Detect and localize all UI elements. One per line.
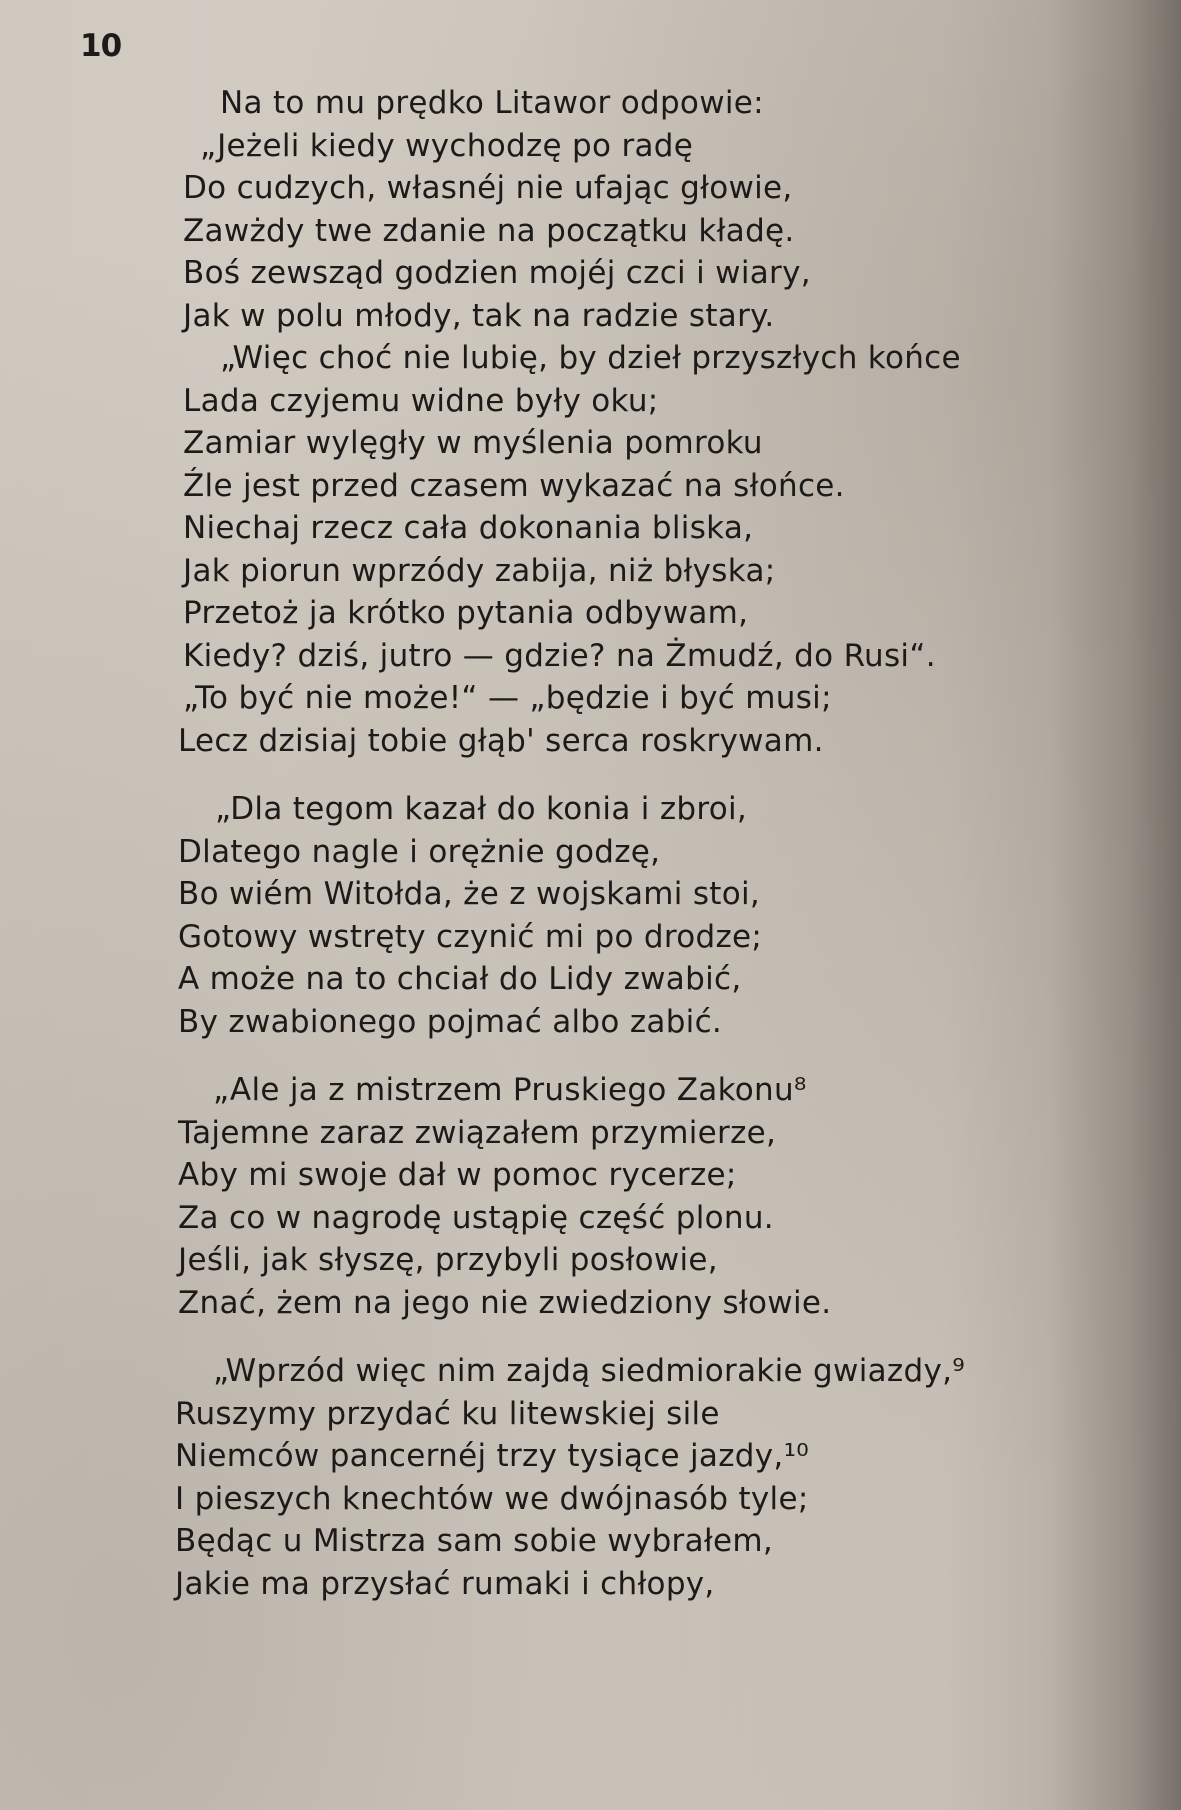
poem-line: Ruszymy przydać ku litewskiej sile	[175, 1395, 720, 1432]
poem-line: Lecz dzisiaj tobie głąb' serca roskrywam.	[178, 722, 824, 759]
poem-line: Przetoż ja krótko pytania odbywam,	[183, 595, 749, 631]
poem-line: Jakie ma przysłać rumaki i chłopy,	[175, 1565, 715, 1602]
poem-line: Do cudzych, własnéj nie ufając głowie,	[183, 170, 793, 206]
poem-line: „Dla tegom kazał do konia i zbroi,	[215, 791, 748, 827]
poem-line: Jak piorun wprzódy zabija, niż błyska;	[183, 552, 776, 589]
poem-line: Jak w polu młody, tak na radzie stary.	[183, 297, 775, 334]
poem-text	[0, 82, 1080, 1605]
poem-line: Jeśli, jak słyszę, przybyli posłowie,	[178, 1242, 718, 1278]
poem-line: Lada czyjemu widne były oku;	[183, 382, 659, 419]
poem-line: „To być nie może!“ — „będzie i być musi;	[183, 680, 832, 716]
poem-line: Kiedy? dziś, jutro — gdzie? na Żmudź, do Rusi“.	[183, 637, 936, 674]
poem-line: Dlatego nagle i orężnie godzę,	[178, 833, 661, 870]
poem-line: Za co w nagrodę ustąpię część plonu.	[178, 1199, 774, 1236]
poem-line: I pieszych knechtów we dwójnasób tyle;	[175, 1480, 809, 1517]
poem-line: By zwabionego pojmać albo zabić.	[178, 1003, 723, 1040]
poem-line: Boś zewsząd godzien mojéj czci i wiary,	[183, 255, 811, 291]
poem-line: A może na to chciał do Lidy zwabić,	[178, 961, 742, 997]
poem-line: „Ale ja z mistrzem Pruskiego Zakonu⁸	[213, 1072, 807, 1108]
poem-line: Zawżdy twe zdanie na początku kładę.	[183, 212, 795, 249]
poem-line: Źle jest przed czasem wykazać na słońce.	[183, 467, 845, 504]
stanza	[0, 82, 1080, 762]
poem-line: Będąc u Mistrza sam sobie wybrałem,	[175, 1523, 774, 1559]
poem-line: Aby mi swoje dał w pomoc rycerze;	[178, 1157, 737, 1193]
poem-line: „Wprzód więc nim zajdą siedmiorakie gwiazdy,⁹	[213, 1353, 965, 1389]
stanza	[0, 788, 1080, 1043]
poem-line: Tajemne zaraz związałem przymierze,	[178, 1114, 777, 1151]
poem-line: Niemców pancernéj trzy tysiące jazdy,¹⁰	[175, 1438, 810, 1474]
poem-line: Niechaj rzecz cała dokonania bliska,	[183, 510, 754, 546]
poem-line: „Więc choć nie lubię, by dzieł przyszłych końce	[220, 340, 961, 376]
page-number: 10	[80, 28, 122, 64]
stanza	[0, 1069, 1080, 1324]
stanza	[0, 1350, 1080, 1605]
poem-line: Bo wiém Witołda, że z wojskami stoi,	[178, 876, 761, 912]
poem-line: Na to mu prędko Litawor odpowie:	[220, 85, 764, 121]
poem-line: „Jeżeli kiedy wychodzę po radę	[200, 127, 694, 164]
poem-line: Znać, żem na jego nie zwiedziony słowie.	[178, 1284, 832, 1321]
poem-line: Zamiar wylęgły w myślenia pomroku	[183, 425, 763, 461]
poem-line: Gotowy wstręty czynić mi po drodze;	[178, 918, 763, 955]
